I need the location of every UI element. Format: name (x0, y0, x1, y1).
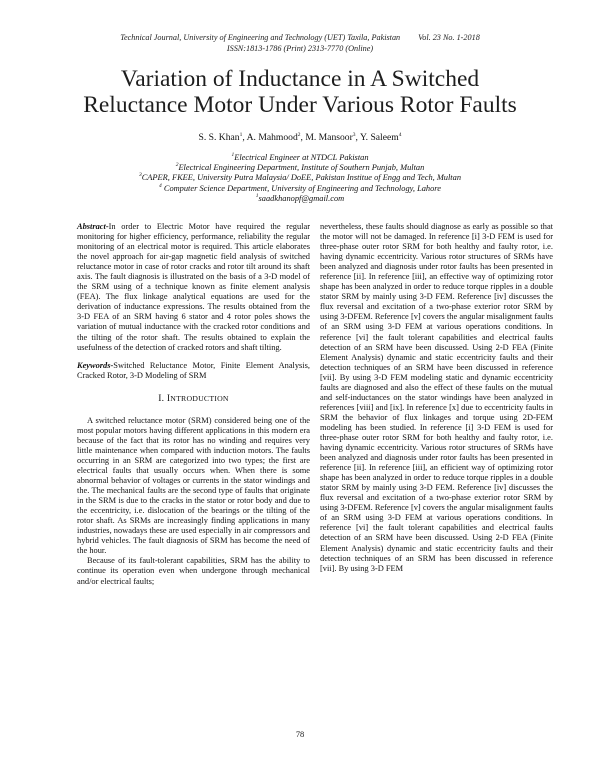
journal-issn: ISSN:1813-1786 (Print) 2313-7770 (Online) (226, 43, 374, 53)
affiliation-sup: 4 (159, 182, 162, 189)
affiliation-text: Computer Science Department, University of Engineering and Technology, Lahore (161, 183, 441, 193)
author-list: S. S. Khan$^1$, A. Mahmood$^2$, M. Mansoor$^3$, Y. Saleem$^4$ (198, 131, 402, 143)
section-initial: I (166, 392, 171, 404)
journal-volume: Vol. 23 No. 1-2018 (418, 33, 480, 42)
affiliation-sup: 1 (255, 193, 259, 200)
section-title-rest: NTRODUCTION (170, 393, 229, 403)
abstract (77, 222, 310, 353)
affiliation-text: Electrical Engineer at NTDCL Pakistan (234, 153, 369, 162)
keywords-text: Switched Reluctance Motor, Finite Element Analysis, Cracked Rotor, 3-D Modeling of SRM (77, 360, 310, 380)
journal-header (0, 33, 600, 54)
intro-paragraph-2: Because of its fault-tolerant capabilities, SRM has the ability to continue its operation even when undergone through mechanical and/or electrical faults; (77, 556, 310, 586)
affiliations (0, 153, 600, 204)
affiliation-text: saadkhanopf@gmail.com (258, 193, 345, 203)
keywords-label: Keywords- (77, 360, 114, 370)
affiliation-sup: 2 (175, 162, 179, 169)
affiliation-line (0, 163, 600, 173)
affiliation-text: CAPER, FKEE, University Putra Malaysia/ DoEE, Pakistan Institue of Engg and Tech, Multan (141, 173, 462, 183)
title-line-2: Reluctance Motor Under Various Rotor Faults (83, 92, 517, 118)
affiliation-sup: 1 (231, 152, 235, 159)
affiliation-line (0, 153, 600, 163)
intro-paragraph-1: A switched reluctance motor (SRM) considered being one of the most popular motors having different applications in this modern era because of the fact that its rotor has no winding and requires very little maintenance when compared with induction motors. The faults occurring in an SRM are categorized into two types; the first are electrical faults that usually occurs when. When there is some abnormal behavior of voltages or currents in the stator windings and the. The mechanical faults are the second type of faults that originate in the SRM is due to the cracks in the stator or rotor body and due to the eccentricity, i.e. dislocation of the bearings or the tilting of the rotor shaft. As SRMs are increasingly finding applications in many industries, nowadays these are used especially in air compressors and hybrid vehicles. The fault diagnosis of SRM has become the need of the hour. (77, 415, 310, 556)
affiliation-line (0, 173, 600, 183)
keywords (77, 361, 310, 381)
affiliation-line (0, 184, 600, 194)
page-number: 78 (295, 730, 305, 739)
author-name: A. Mahmood (246, 132, 298, 143)
affiliation-sup: 3 (138, 172, 142, 179)
section-heading-introduction (77, 394, 310, 404)
affiliation-text: Electrical Engineering Department, Institute of Southern Punjab, Multan (178, 163, 425, 173)
author-name: Y. Saleem (359, 132, 399, 143)
author-name: S. S. Khan (198, 132, 240, 143)
author-sup: 3 (352, 131, 356, 138)
abstract-label: Abstract- (77, 222, 109, 231)
right-column-paragraph: nevertheless, these faults should diagnose as early as possible so that the motor will not be damaged. In reference [i] 3-D FEM is used for three-phase outer rotor SRM for both healthy and faulty rotor, i.e. having dynamic eccentricity. Various rotor structures of SRMs have been analyzed and diagnosis under rotor faults has been presented in reference [ii]. In reference [iii], an effective way of optimizing rotor shape has been analyzed in order to reduce torque ripples in a double stator SRM by mainly using 3-D FEM. Reference [iv] discusses the flux reversal and excitation of a two-phase exterior rotor SRM by using 3-DFEM. Reference [v] covers the angular misalignment faults of an SRM using 3-D FEM at various operations conditions. In reference [vi] the fault tolerant capabilities and electrical faults detection of an SRM have been discussed. Using 2-D FEA (Finite Element Analysis) dynamic and static eccentricity faults and their detection techniques of an SRM have been discussed in reference [vii]. By using 3-D FEM modeling static and dynamic eccentricity faults are diagnosed and also the effect of these faults on the mutual and self-inductances on the stator windings have been analyzed in references [viii] and [ix]. In reference [x] due to eccentricity faults in SRM the behavior of flux linkages and torque using 2D-FEM modeling has been studied. In reference [i] 3-D FEM is used for three-phase outer rotor SRM for both healthy and faulty rotor, i.e. having dynamic eccentricity. Various rotor structures of SRMs have been analyzed and diagnosis under rotor faults has been presented in reference [ii]. In reference [iii], an efficient way of optimizing rotor shape has been analyzed in order to reduce torque ripples in a double stator SRM by mainly using 3-D FEM. Reference [iv] discusses the flux reversal and excitation of a two-phase exterior rotor SRM by using 3-DFEM. Reference [v] covers the angular misalignment faults of an SRM using 3-D FEM at various operations conditions. In reference [vi] the fault tolerant capabilities and electrical faults detection of an SRM have been discussed. Using 2-D FEA (Finite Element Analysis) dynamic and static eccentricity faults and their detection techniques of an SRM has been discussed in reference [vii]. By using 3-D FEM (320, 222, 553, 573)
section-number: I. (158, 392, 165, 404)
author-name: M. Mansoor (305, 132, 353, 143)
title-line-1: Variation of Inductance in A Switched (120, 66, 480, 92)
journal-name: Technical Journal, University of Engineering and Technology (UET) Taxila, Pakistan (120, 33, 401, 42)
left-column (77, 222, 310, 587)
paper-title (40, 66, 560, 118)
abstract-text: In order to Electric Motor have required the regular monitoring for higher efficiency, performance, reliability the regular monitoring of an electrical motor is required. This article elaborates the novel approach for air-gap magnetic field analysis of switched reluctance motor in case of rotor cracks and rotor tilt around its shaft axis. The fault diagnosis is illustrated on the basis of a 3-D model of the SRM using of a technique known as finite element analysis (FEA). The flux linkage analytical equations are used for the derivation of inductance expressions. The results obtained from the 3-D FEA of an SRM having 6 stator and 4 rotor poles shows the variation of mutual inductance with the cracked rotor conditions and the tilting of the rotor shaft. The results obtained to explain the usefulness of the detection of cracked rotors and shaft tilting. (77, 222, 310, 352)
journal-header-line1 (0, 33, 600, 44)
author-email (0, 194, 600, 204)
author-sup: 1 (239, 131, 243, 138)
author-sup: 2 (297, 131, 301, 138)
author-sup: 4 (398, 131, 402, 138)
right-column (320, 222, 553, 574)
